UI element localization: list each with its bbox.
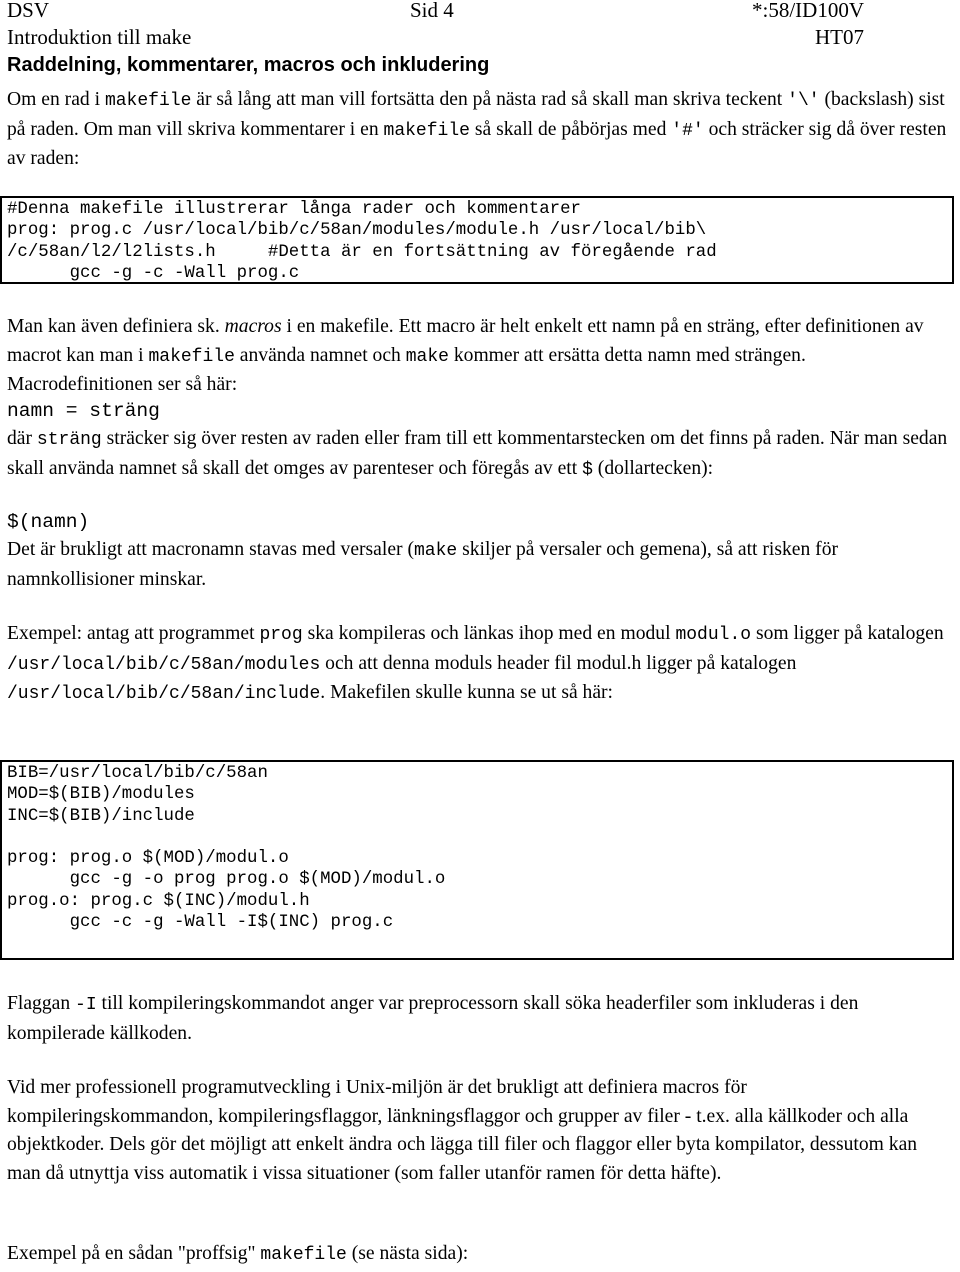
macro-usage-example: $(namn) <box>7 511 90 533</box>
course-id: *:58/ID100V <box>752 0 864 22</box>
code-block: #Denna makefile illustrerar långa rader och kommentarer prog: prog.c /usr/local/bib/c/58an/modules/module.h /usr/local/bib\ /c/58an/l2/l2lists.h #Detta är en fortsättning av föregående rad gcc -g -c -Wall prog.c <box>7 200 717 283</box>
paragraph-naming-convention: Det är brukligt att macronamn stavas med versaler (make skiljer på versaler och gemena), så att risken för namnkollisioner minskar. <box>7 539 839 590</box>
section-heading: Raddelning, kommentarer, macros och inkludering <box>7 54 490 76</box>
term: HT07 <box>815 25 864 49</box>
macro-definition-example: namn = sträng <box>7 400 160 422</box>
paragraph-macro-usage: där sträng sträcker sig över resten av raden eller fram till ett kommentarstecken om det finns på raden. När man sedan skall använda namnet så skall det omges av parenteser och föregås av ett $ (dollartecken): <box>7 428 948 480</box>
document-title: Introduktion till make <box>7 25 192 49</box>
paragraph-professional-use: Vid mer professionell programutveckling i Unix-miljön är det brukligt att definiera macros för kompileringskommandon, kompileringsflaggor, länkningsflaggor och grupper av filer - t.ex. alla källkoder och alla objektkoder. Dels gör det möjligt att enkelt ändra och lägga till filer och flaggor eller byta kompilator, dessutom kan man då utnyttja viss automatik i vissa situationer (som faller utanför ramen för detta häfte). <box>7 1077 918 1184</box>
paragraph-next-example: Exempel på en sådan "proffsig" makefile (se nästa sida): <box>7 1243 469 1265</box>
paragraph-macros-intro: Man kan även definiera sk. macros i en makefile. Ett macro är helt enkelt ett namn på en sträng, efter definitionen av macrot kan man i makefile använda namnet och make kommer att ersätta detta namn med strängen. Macrodefinitionen ser så här: <box>7 316 924 395</box>
paragraph-include-flag: Flaggan -I till kompileringskommandot anger var preprocessorn skall söka headerfiler som inkluderas i den kompilerade källkoden. <box>7 993 859 1044</box>
paragraph-example-intro: Exempel: antag att programmet prog ska kompileras och länkas ihop med en modul modul.o som ligger på katalogen /usr/local/bib/c/58an/modules och att denna moduls header fil modul.h ligger på katalogen /usr/local/bib/c/58an/include. Makefilen skulle kunna se ut så här: <box>7 623 944 704</box>
course-code: DSV <box>7 0 50 22</box>
page-number: Sid 4 <box>410 0 454 22</box>
code-example-makefile <box>0 760 954 960</box>
code-block: BIB=/usr/local/bib/c/58an MOD=$(BIB)/modules INC=$(BIB)/include prog: prog.o $(MOD)/modul.o gcc -g -o prog prog.o $(MOD)/modul.o prog.o: prog.c $(INC)/modul.h gcc -c -g -Wall -I$(INC) prog.c <box>7 764 446 933</box>
code-example-comments <box>0 196 954 284</box>
paragraph-line-continuation: Om en rad i makefile är så lång att man vill fortsätta den på nästa rad så skall man skriva teckent '\' (backslash) sist på raden. Om man vill skriva kommentarer i en makefile så skall de påbörjas med '#' och sträcker sig då över resten av raden: <box>7 89 947 169</box>
